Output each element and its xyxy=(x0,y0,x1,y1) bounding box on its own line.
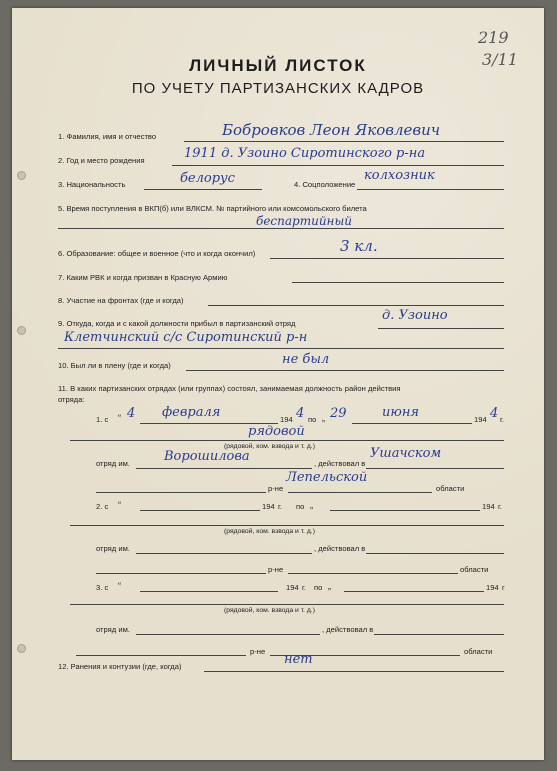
field-8-line xyxy=(208,305,504,306)
field-2-line xyxy=(172,165,504,166)
period-3-deystv-label: , действовал в xyxy=(322,625,374,634)
field-12-label: 12. Ранения и контузии (где, когда) xyxy=(58,662,182,671)
period-2-oblast-label: области xyxy=(460,565,489,574)
period-2-open-quote: “ xyxy=(118,500,121,510)
field-1-label: 1. Фамилия, имя и отчество xyxy=(58,132,157,141)
period-1-end-line xyxy=(352,423,472,424)
period-2-year-prefix: 194 xyxy=(262,502,275,511)
period-2-role-line xyxy=(70,525,504,526)
period-1-month: февраля xyxy=(162,405,221,420)
punch-hole-middle xyxy=(17,326,26,335)
field-4-label: 4. Соцположение xyxy=(294,180,356,189)
field-10-line xyxy=(186,370,504,371)
document-title: ЛИЧНЫЙ ЛИСТОК xyxy=(189,56,367,75)
field-5-value: беспартийный xyxy=(256,214,352,228)
field-3-label: 3. Национальность xyxy=(58,180,126,189)
period-1-deystv-value: Ушачском xyxy=(370,446,442,461)
period-1-day-2: 29 xyxy=(330,406,347,421)
period-2-end-line xyxy=(330,510,480,511)
field-9-value: д. Узоино xyxy=(382,308,448,323)
field-5-line xyxy=(58,228,504,229)
field-12-line xyxy=(204,671,504,672)
period-1-end: г. xyxy=(500,415,504,424)
period-3-role-line xyxy=(70,604,504,605)
field-10-value: не был xyxy=(282,352,330,367)
period-1-year2-digit: 4 xyxy=(490,406,499,421)
field-12-value: нет xyxy=(284,652,313,667)
field-8-label: 8. Участие на фронтах (где и когда) xyxy=(58,296,184,305)
period-3-year-prefix: 194 xyxy=(286,583,299,592)
period-2-to: по xyxy=(296,502,305,511)
field-4-line xyxy=(357,189,504,190)
field-9-label: 9. Откуда, когда и с какой должности прибыл в партизанский отряд xyxy=(58,319,296,328)
period-2-year-g: г. xyxy=(278,502,282,511)
period-1-role-line xyxy=(70,440,504,441)
period-2-end-g: г. xyxy=(498,502,502,511)
period-1-oblast-label: области xyxy=(436,484,465,493)
period-2-otryad-line xyxy=(136,553,312,554)
period-3-otryad-label: отряд им. xyxy=(96,625,130,634)
field-6-value: 3 кл. xyxy=(340,237,378,255)
field-4-value: колхозник xyxy=(364,168,435,183)
period-3-rayon-line xyxy=(76,655,246,656)
field-1-line xyxy=(184,141,504,142)
field-11-label-2: отряда: xyxy=(58,395,85,404)
period-3-open-quote-2: „ xyxy=(328,581,331,591)
period-3-rayon-label: р-не xyxy=(250,647,266,656)
period-1-role: рядовой xyxy=(248,424,305,439)
field-7-label: 7. Каким РВК и когда призван в Красную Армию xyxy=(58,273,228,282)
period-3-oblast-label: области xyxy=(464,647,493,656)
field-6-label: 6. Образование: общее и военное (что и когда окончил) xyxy=(58,249,256,258)
period-1-open-quote: “ xyxy=(118,413,121,423)
period-3-to: по xyxy=(314,583,323,592)
period-2-deystv-label: , действовал в xyxy=(314,544,366,553)
period-1-rayon-value: Лепельской xyxy=(286,470,368,485)
field-2-value: 1911 д. Узоино Сиротинского р-на xyxy=(184,146,426,161)
period-1-oblast-line xyxy=(288,492,432,493)
period-1-year-digit: 4 xyxy=(296,406,305,421)
period-1-rayon-label: р-не xyxy=(268,484,284,493)
period-1-deystv-line xyxy=(366,468,504,469)
field-3-value: белорус xyxy=(180,171,235,186)
period-3-end-line xyxy=(344,591,484,592)
punch-hole-top xyxy=(17,171,26,180)
period-1-year-prefix: 194 xyxy=(280,415,293,424)
period-1-month-2: июня xyxy=(382,405,419,420)
period-2-role-hint: (рядовой, ком. взвода и т. д.) xyxy=(224,528,315,535)
field-2-label: 2. Год и место рождения xyxy=(58,156,145,165)
period-2-end-year: 194 xyxy=(482,502,495,511)
period-1-open-quote-2: „ xyxy=(322,413,325,423)
period-2-oblast-line xyxy=(288,573,458,574)
corner-archive-number: 219 xyxy=(478,28,509,47)
field-9-line-2 xyxy=(58,348,504,349)
document-page xyxy=(12,8,544,760)
period-1-otryad-label: отряд им. xyxy=(96,459,130,468)
period-3-end-g: г xyxy=(502,583,505,592)
period-2-open-quote-2: „ xyxy=(310,500,313,510)
period-1-otryad-value: Ворошилова xyxy=(164,449,250,464)
period-3-start-line xyxy=(140,591,278,592)
period-1-rayon-line xyxy=(96,492,266,493)
period-1-year2-prefix: 194 xyxy=(474,415,487,424)
period-3-number: 3. с xyxy=(96,583,109,592)
period-2-deystv-line xyxy=(366,553,504,554)
period-2-otryad-label: отряд им. xyxy=(96,544,130,553)
field-11-label: 11. В каких партизанских отрядах (или группах) состоял, занимаемая должность район действия xyxy=(58,384,401,393)
period-2-number: 2. с xyxy=(96,502,109,511)
field-3-line xyxy=(144,189,262,190)
field-9-line xyxy=(378,328,504,329)
field-6-line xyxy=(270,258,504,259)
period-1-otryad-line xyxy=(136,468,312,469)
field-5-label: 5. Время поступления в ВКП(б) или ВЛКСМ. № партийного или комсомольского билета xyxy=(58,204,367,213)
period-1-number: 1. с xyxy=(96,415,109,424)
period-2-rayon-line xyxy=(96,573,266,574)
period-3-otryad-line xyxy=(136,634,320,635)
period-3-open-quote: “ xyxy=(118,581,121,591)
document-subtitle: ПО УЧЕТУ ПАРТИЗАНСКИХ КАДРОВ xyxy=(131,80,425,97)
field-9-value-2: Клетчинский с/с Сиротинский р-н xyxy=(64,330,308,345)
period-2-rayon-label: р-не xyxy=(268,565,284,574)
period-1-role-hint: (рядовой, ком. взвода и т. д.) xyxy=(224,443,315,450)
period-1-deystv-label: , действовал в xyxy=(314,459,366,468)
field-10-label: 10. Был ли в плену (где и когда) xyxy=(58,361,171,370)
field-1-value: Бобровков Леон Яковлевич xyxy=(222,121,441,139)
period-1-to: по xyxy=(308,415,317,424)
period-3-deystv-line xyxy=(374,634,504,635)
period-1-day: 4 xyxy=(127,406,136,421)
period-3-year-g: г. xyxy=(302,583,306,592)
punch-hole-bottom xyxy=(17,644,26,653)
corner-archive-mark: 3/11 xyxy=(482,50,518,69)
period-3-end-year: 194 xyxy=(486,583,499,592)
period-3-role-hint: (рядовой, ком. взвода и т. д.) xyxy=(224,607,315,614)
field-7-line xyxy=(292,282,504,283)
period-2-start-line xyxy=(140,510,260,511)
